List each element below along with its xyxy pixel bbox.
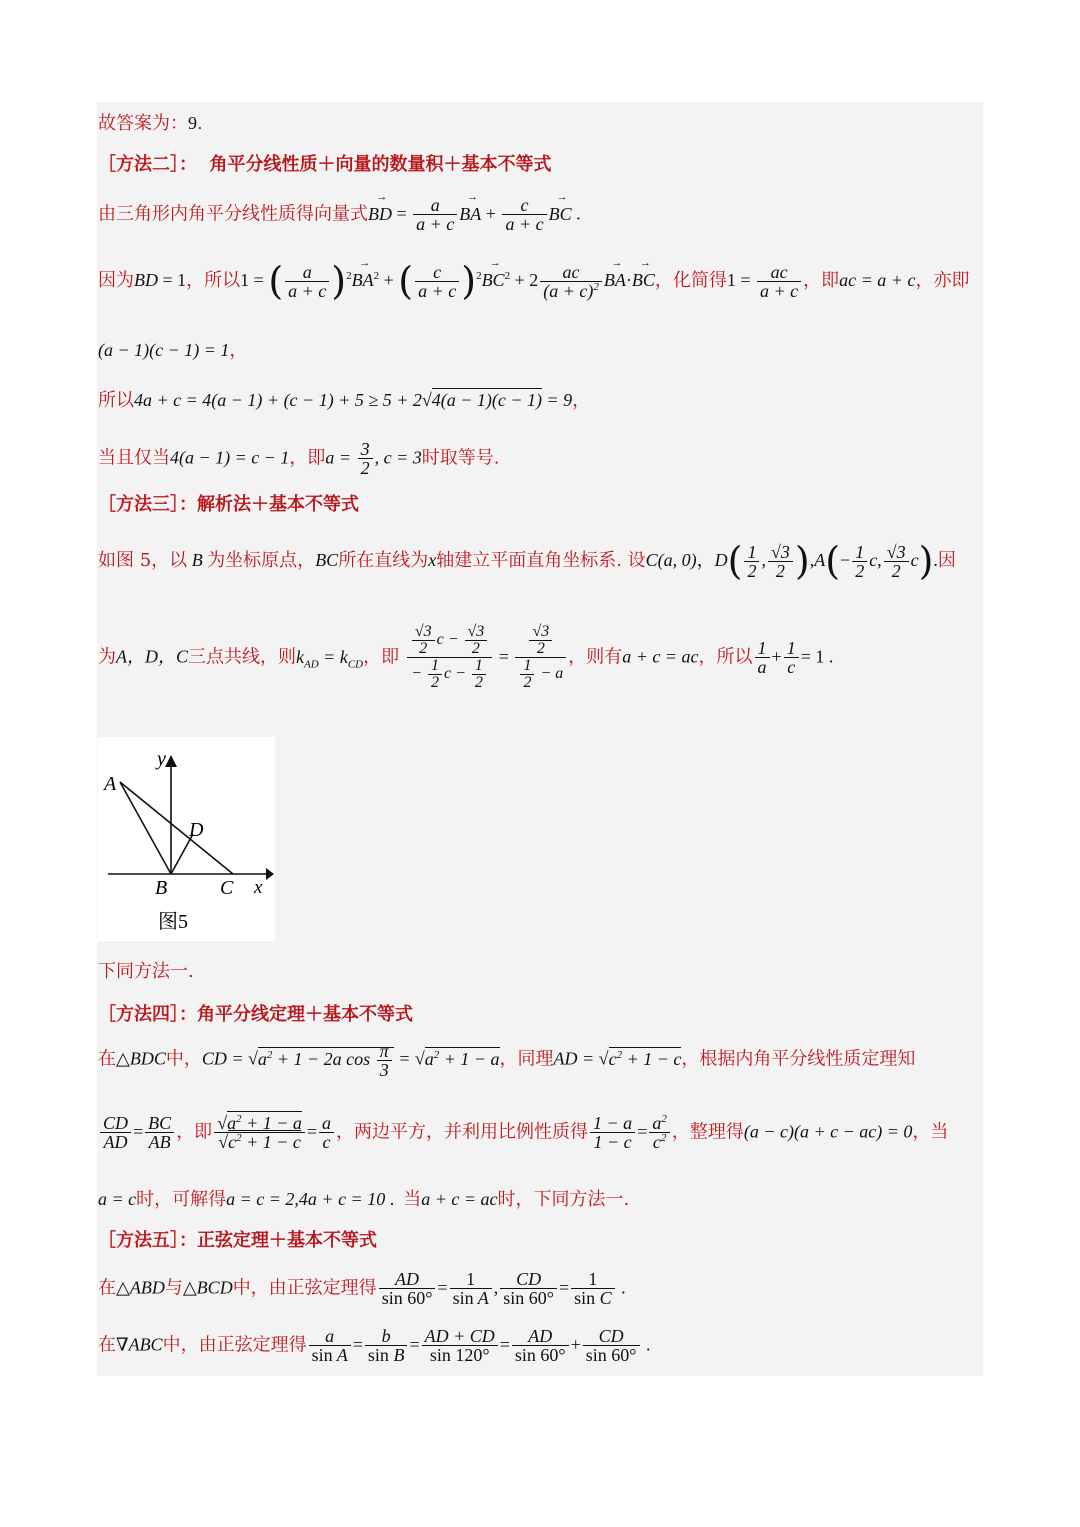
label-x: x xyxy=(254,877,263,898)
coordinate-diagram xyxy=(98,737,275,941)
label-d: D xyxy=(189,819,204,841)
segment-ab xyxy=(120,782,171,874)
answer-line: 故答案为：9. xyxy=(98,113,203,134)
method3-coords-line: 如图 5，以 B 为坐标原点，BC所在直线为x轴建立平面直角坐标系. 设C(a, 0)，D( $\frac{1}{2}$ , $\frac{√3}{2}$ ),A(− $\frac{1}{2}$ c, $\frac{√3}{2}$ c).因 xyxy=(98,539,956,583)
method2-equality-line: 当且仅当4(a − 1) = c − 1，即a = $\frac{3}{2}$ , c = 3时取等号. xyxy=(98,439,500,478)
figure-caption: 图5 xyxy=(158,911,188,933)
segment-ac xyxy=(120,782,233,874)
method3-collinear-line: 为A，D，C三点共线，则$k_{AD} = k_{CD}$，即 $\frac{√3}{2}$ c − $\frac{√3}{2}$ − $\frac{1}{2}$ c − $\frac{1}{2}$ = $\frac{√3}{2}$ $\frac{1}{2}$ − a ，则有a + c = ac，所以 $\frac{1}{a}$ + $\frac{1}{c}$ = 1 . xyxy=(98,623,834,691)
method2-inequality-line: 所以4a + c = 4(a − 1) + (c − 1) + 5 ≥ 5 + 2√4(a − 1)(c − 1) = 9， xyxy=(98,390,591,411)
label-y: y xyxy=(157,748,166,770)
method5-heading: ［方法五］：正弦定理＋基本不等式 xyxy=(98,1230,377,1251)
method4-solve-line: a = c时，可解得a = c = 2,4a + c = 10 . 当a + c = ac时，下同方法一. xyxy=(98,1189,630,1210)
y-axis-arrow xyxy=(165,755,177,767)
label-b: B xyxy=(155,877,168,899)
label-c: C xyxy=(220,877,234,899)
method2-heading: ［方法二］： 角平分线性质＋向量的数量积＋基本不等式 xyxy=(98,154,552,175)
method2-square-line: 因为BD = 1，所以1 = ( $\frac{a}{a + c}$ )$^2\to BA^2$ + ( $\frac{c}{a + c}$ )$^2\to BC^2 + 2$ $\frac{ac}{(a + c)^2}$ → BA·→ BC，化简得1 = $\frac{ac}{a + c}$ ，即ac = a + c，亦即 xyxy=(98,262,969,300)
method2-vector-formula: 由三角形内角平分线性质得向量式→ BD = $\frac{a}{a + c}$ → BA + $\frac{c}{a + c}$ → BC . xyxy=(98,196,581,233)
method2-product-line: (a − 1)(c − 1) = 1， xyxy=(98,340,248,361)
method4-heading: ［方法四］：角平分线定理＋基本不等式 xyxy=(98,1004,413,1025)
method5-sine-line-1: 在△ABD与△BCD中，由正弦定理得 $\frac{AD}{\sin 60^\circ}$ = $\frac{1}{\text{sin A}}$ , $\frac{CD}{\sin 60^\circ}$ = $\frac{1}{\text{sin C}}$ . xyxy=(98,1269,626,1308)
method4-ratio-line: $\frac{CD}{AD}$ = $\frac{BC}{AB}$ ，即 $\frac{√a^2 + 1 - a}{√c^2 + 1 - c}$ = $\frac{a}{c}$ ，两边平方，并利用比例性质得 $\frac{1 - a}{1 - c}$ = $\frac{a^2}{c^2}$ ，整理得(a − c)(a + c − ac) = 0，当 xyxy=(98,1114,948,1151)
x-axis-arrow xyxy=(266,868,274,880)
label-a: A xyxy=(104,773,117,795)
method5-sine-line-2: 在∇ABC中，由正弦定理得 $\frac{a}{\text{sin A}}$ = $\frac{b}{\text{sin B}}$ = $\frac{AD + CD}{\sin 120^\circ}$ = $\frac{AD}{\sin 60^\circ}$ + $\frac{CD}{\sin 60^\circ}$ . xyxy=(98,1326,651,1365)
method3-after: 下同方法一. xyxy=(98,961,194,982)
method4-cosine-line: 在△BDC中，CD = $√a^2 + 1 - 2a$ cos $\frac{\pi}{3}$ = $√a^2 + 1 - a$，同理AD = $√c^2 + 1 - c$，根据内角平分线性质定理知 xyxy=(98,1041,916,1080)
method3-heading: ［方法三］：解析法＋基本不等式 xyxy=(98,494,359,515)
figure-5 xyxy=(98,737,275,941)
